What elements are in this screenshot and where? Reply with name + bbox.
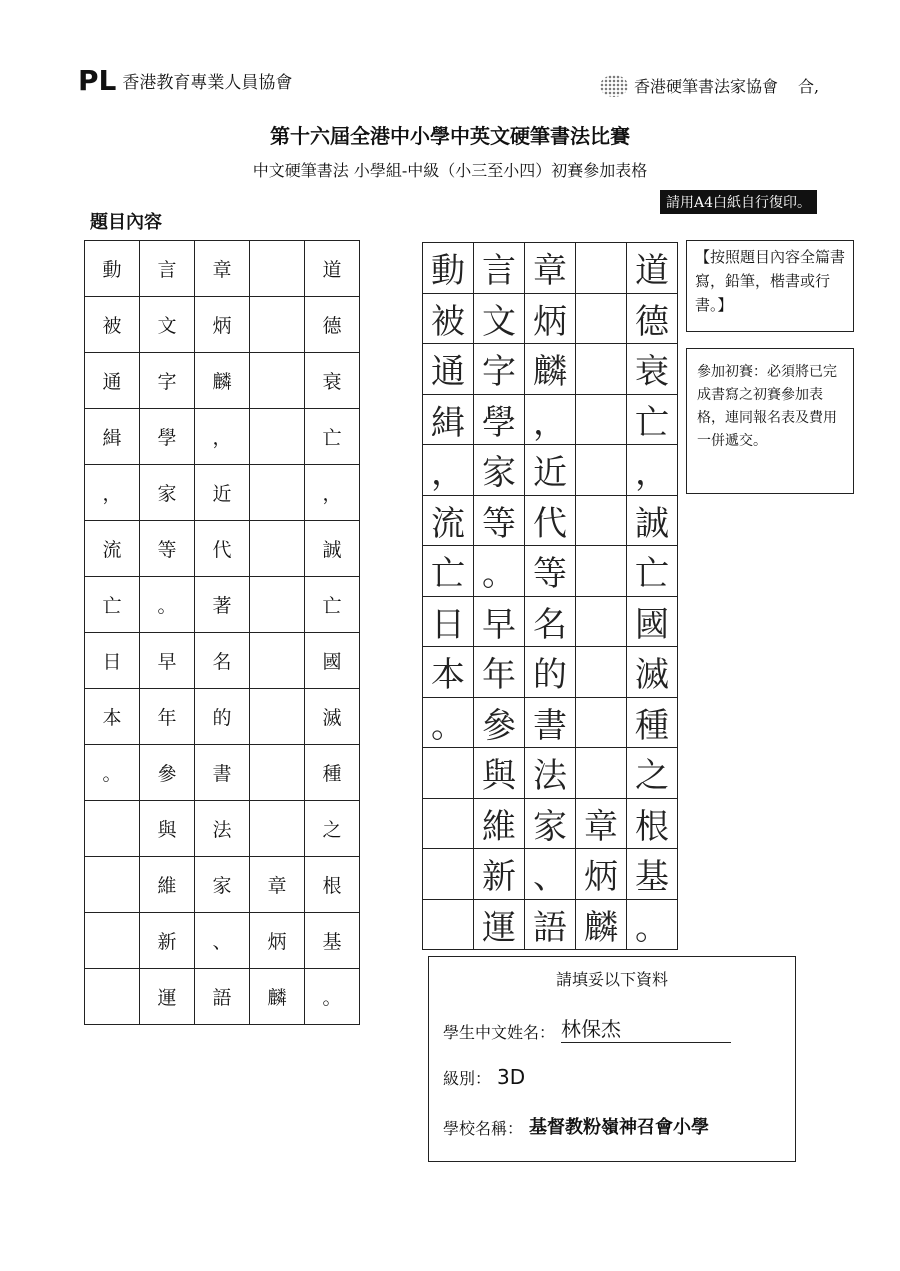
name-label: 學生中文姓名：	[443, 1023, 556, 1042]
printed-char-cell-row	[85, 297, 360, 353]
printed-char-cell: 年	[140, 689, 195, 745]
handwritten-char-cell: 法	[525, 748, 576, 799]
printed-char-cell: 法	[195, 801, 250, 857]
handwritten-char-cell	[576, 243, 627, 294]
printed-char-cell: 字	[140, 353, 195, 409]
school-field[interactable]: 基督教粉嶺神召會小學	[529, 1117, 710, 1138]
handwritten-char-cell	[576, 697, 627, 748]
handwritten-char-cell: 麟	[576, 899, 627, 950]
handwritten-char-cell-row	[423, 243, 678, 294]
printed-char-cell-row	[85, 521, 360, 577]
handwritten-char-cell	[576, 596, 627, 647]
handwritten-char-cell-row	[423, 697, 678, 748]
printed-char-cell: 亡	[85, 577, 140, 633]
handwritten-char-cell: 誠	[627, 495, 678, 546]
printed-char-cell: 維	[140, 857, 195, 913]
handwritten-char-cell: 流	[423, 495, 474, 546]
handwritten-char-cell: 代	[525, 495, 576, 546]
printed-char-cell: 國	[305, 633, 360, 689]
handwritten-char-cell: 新	[474, 849, 525, 900]
handwritten-char-cell: 基	[627, 849, 678, 900]
handwriting-grid	[422, 242, 678, 950]
handwritten-char-cell	[576, 445, 627, 496]
printed-char-cell: 亡	[305, 409, 360, 465]
handwritten-char-cell: 學	[474, 394, 525, 445]
printed-char-cell-row	[85, 465, 360, 521]
printed-char-cell: 種	[305, 745, 360, 801]
printed-char-cell: 章	[250, 857, 305, 913]
printed-char-cell	[85, 913, 140, 969]
handwritten-char-cell-row	[423, 495, 678, 546]
printed-char-cell-row	[85, 969, 360, 1025]
section-label: 題目內容	[90, 212, 162, 233]
right-org-suffix: 合,	[798, 77, 820, 96]
handwritten-char-cell: 言	[474, 243, 525, 294]
handwritten-char-cell: 書	[525, 697, 576, 748]
printed-char-cell: 學	[140, 409, 195, 465]
left-org-name: 香港教育專業人員協會	[122, 73, 293, 93]
instruction-box: 【按照題目內容全篇書寫，鉛筆，楷書或行書。】	[686, 240, 854, 332]
info-box: 參加初賽：必須將已完成書寫之初賽參加表格，連同報名表及費用一併遞交。	[686, 348, 854, 494]
handwritten-char-cell: 種	[627, 697, 678, 748]
printed-char-cell: 亡	[305, 577, 360, 633]
printed-char-cell: ，	[85, 465, 140, 521]
printed-char-cell: 流	[85, 521, 140, 577]
handwritten-char-cell: 麟	[525, 344, 576, 395]
printed-char-cell-row	[85, 577, 360, 633]
printed-char-cell	[250, 465, 305, 521]
printed-char-cell	[85, 969, 140, 1025]
printed-char-cell: 語	[195, 969, 250, 1025]
handwritten-char-cell: 國	[627, 596, 678, 647]
handwritten-char-cell: 日	[423, 596, 474, 647]
student-info-form	[428, 956, 796, 1162]
printed-char-cell: 麟	[250, 969, 305, 1025]
printed-char-cell: 文	[140, 297, 195, 353]
printed-char-cell: 麟	[195, 353, 250, 409]
printed-char-cell: 通	[85, 353, 140, 409]
printed-char-cell	[250, 689, 305, 745]
handwritten-char-cell: 參	[474, 697, 525, 748]
printed-text-grid	[84, 240, 360, 1025]
handwritten-char-cell: 。	[423, 697, 474, 748]
handwritten-char-cell: 。	[627, 899, 678, 950]
right-org-logo	[600, 75, 628, 97]
left-org-logo: PL	[78, 64, 117, 97]
printed-char-cell: 家	[140, 465, 195, 521]
handwritten-char-cell	[576, 647, 627, 698]
printed-char-cell	[250, 521, 305, 577]
handwritten-char-cell	[423, 849, 474, 900]
printed-char-cell: 言	[140, 241, 195, 297]
printed-char-cell: 本	[85, 689, 140, 745]
printed-char-cell: 。	[85, 745, 140, 801]
printed-char-cell: 的	[195, 689, 250, 745]
printed-char-cell: 衰	[305, 353, 360, 409]
handwritten-char-cell: 。	[474, 546, 525, 597]
handwritten-char-cell: 衰	[627, 344, 678, 395]
printed-char-cell: 早	[140, 633, 195, 689]
printed-char-cell: 炳	[195, 297, 250, 353]
right-org-header	[600, 74, 819, 97]
handwritten-char-cell: 與	[474, 748, 525, 799]
printed-char-cell: 日	[85, 633, 140, 689]
handwritten-char-cell-row	[423, 798, 678, 849]
handwritten-char-cell	[576, 394, 627, 445]
handwritten-char-cell	[576, 748, 627, 799]
class-field[interactable]: 3D	[497, 1065, 526, 1089]
handwritten-char-cell-row	[423, 546, 678, 597]
handwritten-char-cell: 被	[423, 293, 474, 344]
handwritten-char-cell: 名	[525, 596, 576, 647]
printed-char-cell-row	[85, 745, 360, 801]
handwritten-char-cell	[576, 293, 627, 344]
printed-char-cell: 道	[305, 241, 360, 297]
handwritten-char-cell: ，	[627, 445, 678, 496]
handwritten-char-cell: 近	[525, 445, 576, 496]
handwritten-char-cell	[423, 798, 474, 849]
handwritten-char-cell: 本	[423, 647, 474, 698]
handwritten-char-cell: 動	[423, 243, 474, 294]
handwritten-char-cell-row	[423, 293, 678, 344]
printed-char-cell-row	[85, 689, 360, 745]
printed-char-cell-row	[85, 241, 360, 297]
print-notice: 請用A4白紙自行復印。	[660, 190, 817, 214]
printed-char-cell: 。	[305, 969, 360, 1025]
printed-char-cell: 與	[140, 801, 195, 857]
handwritten-char-cell: 亡	[423, 546, 474, 597]
printed-char-cell: 德	[305, 297, 360, 353]
printed-char-cell	[250, 241, 305, 297]
printed-char-cell: 動	[85, 241, 140, 297]
handwritten-char-cell: 的	[525, 647, 576, 698]
printed-char-cell: 書	[195, 745, 250, 801]
printed-char-cell: 家	[195, 857, 250, 913]
printed-char-cell: 誠	[305, 521, 360, 577]
handwritten-char-cell: 通	[423, 344, 474, 395]
form-subtitle: 中文硬筆書法 小學組-中級（小三至小四）初賽參加表格	[252, 161, 648, 180]
printed-char-cell: 滅	[305, 689, 360, 745]
class-label: 級別：	[443, 1069, 492, 1088]
printed-char-cell: 基	[305, 913, 360, 969]
printed-char-cell: ，	[195, 409, 250, 465]
handwritten-char-cell: ，	[525, 394, 576, 445]
handwritten-char-cell: 家	[525, 798, 576, 849]
handwritten-char-cell: 根	[627, 798, 678, 849]
handwritten-char-cell: 語	[525, 899, 576, 950]
handwritten-char-cell-row	[423, 647, 678, 698]
handwritten-char-cell	[423, 748, 474, 799]
printed-char-cell	[250, 633, 305, 689]
printed-char-cell	[250, 801, 305, 857]
handwritten-char-cell: 年	[474, 647, 525, 698]
printed-char-cell-row	[85, 633, 360, 689]
handwritten-char-cell-row	[423, 899, 678, 950]
printed-char-cell: ，	[305, 465, 360, 521]
competition-title: 第十六屆全港中小學中英文硬筆書法比賽	[270, 124, 630, 148]
handwritten-char-cell	[423, 899, 474, 950]
handwritten-char-cell: 道	[627, 243, 678, 294]
right-org-name: 香港硬筆書法家協會	[634, 77, 779, 96]
handwritten-char-cell: 等	[474, 495, 525, 546]
handwritten-char-cell: ，	[423, 445, 474, 496]
handwritten-char-cell: 緝	[423, 394, 474, 445]
handwritten-char-cell	[576, 344, 627, 395]
printed-char-cell-row	[85, 801, 360, 857]
handwritten-char-cell: 亡	[627, 394, 678, 445]
printed-char-cell: 被	[85, 297, 140, 353]
printed-char-cell: 新	[140, 913, 195, 969]
printed-char-cell	[250, 745, 305, 801]
printed-char-cell	[85, 801, 140, 857]
handwritten-char-cell-row	[423, 596, 678, 647]
handwritten-char-cell-row	[423, 748, 678, 799]
form-title: 請填妥以下資料	[555, 970, 668, 989]
printed-char-cell	[250, 577, 305, 633]
school-label: 學校名稱：	[443, 1119, 524, 1138]
printed-char-cell: 近	[195, 465, 250, 521]
handwritten-char-cell: 亡	[627, 546, 678, 597]
printed-char-cell: 緝	[85, 409, 140, 465]
printed-char-cell: 炳	[250, 913, 305, 969]
printed-char-cell	[250, 409, 305, 465]
printed-char-cell: 之	[305, 801, 360, 857]
handwritten-char-cell: 等	[525, 546, 576, 597]
printed-char-cell-row	[85, 353, 360, 409]
printed-char-cell: 參	[140, 745, 195, 801]
handwritten-char-cell: 文	[474, 293, 525, 344]
printed-char-cell: 、	[195, 913, 250, 969]
printed-char-cell-row	[85, 857, 360, 913]
printed-char-cell: 代	[195, 521, 250, 577]
handwritten-char-cell: 炳	[576, 849, 627, 900]
handwritten-char-cell: 家	[474, 445, 525, 496]
handwritten-char-cell	[576, 546, 627, 597]
printed-char-cell	[85, 857, 140, 913]
handwritten-char-cell	[576, 495, 627, 546]
name-row	[443, 1013, 731, 1043]
handwritten-char-cell: 炳	[525, 293, 576, 344]
printed-char-cell: 等	[140, 521, 195, 577]
handwritten-char-cell-row	[423, 445, 678, 496]
printed-char-cell: 著	[195, 577, 250, 633]
printed-char-cell: 。	[140, 577, 195, 633]
handwritten-char-cell: 之	[627, 748, 678, 799]
name-field[interactable]: 林保杰	[561, 1013, 731, 1043]
handwritten-char-cell: 字	[474, 344, 525, 395]
handwritten-char-cell-row	[423, 849, 678, 900]
printed-char-cell	[250, 297, 305, 353]
handwritten-char-cell: 章	[576, 798, 627, 849]
left-org-header	[78, 64, 292, 97]
school-row	[443, 1113, 709, 1139]
class-row	[443, 1065, 525, 1089]
printed-char-cell: 名	[195, 633, 250, 689]
handwritten-char-cell: 、	[525, 849, 576, 900]
handwritten-char-cell-row	[423, 394, 678, 445]
handwritten-char-cell: 維	[474, 798, 525, 849]
handwritten-char-cell: 運	[474, 899, 525, 950]
printed-char-cell: 章	[195, 241, 250, 297]
printed-char-cell-row	[85, 913, 360, 969]
handwritten-char-cell: 章	[525, 243, 576, 294]
printed-char-cell	[250, 353, 305, 409]
printed-char-cell-row	[85, 409, 360, 465]
handwritten-char-cell: 德	[627, 293, 678, 344]
handwritten-char-cell: 滅	[627, 647, 678, 698]
printed-char-cell: 根	[305, 857, 360, 913]
handwritten-char-cell: 早	[474, 596, 525, 647]
handwritten-char-cell-row	[423, 344, 678, 395]
printed-char-cell: 運	[140, 969, 195, 1025]
